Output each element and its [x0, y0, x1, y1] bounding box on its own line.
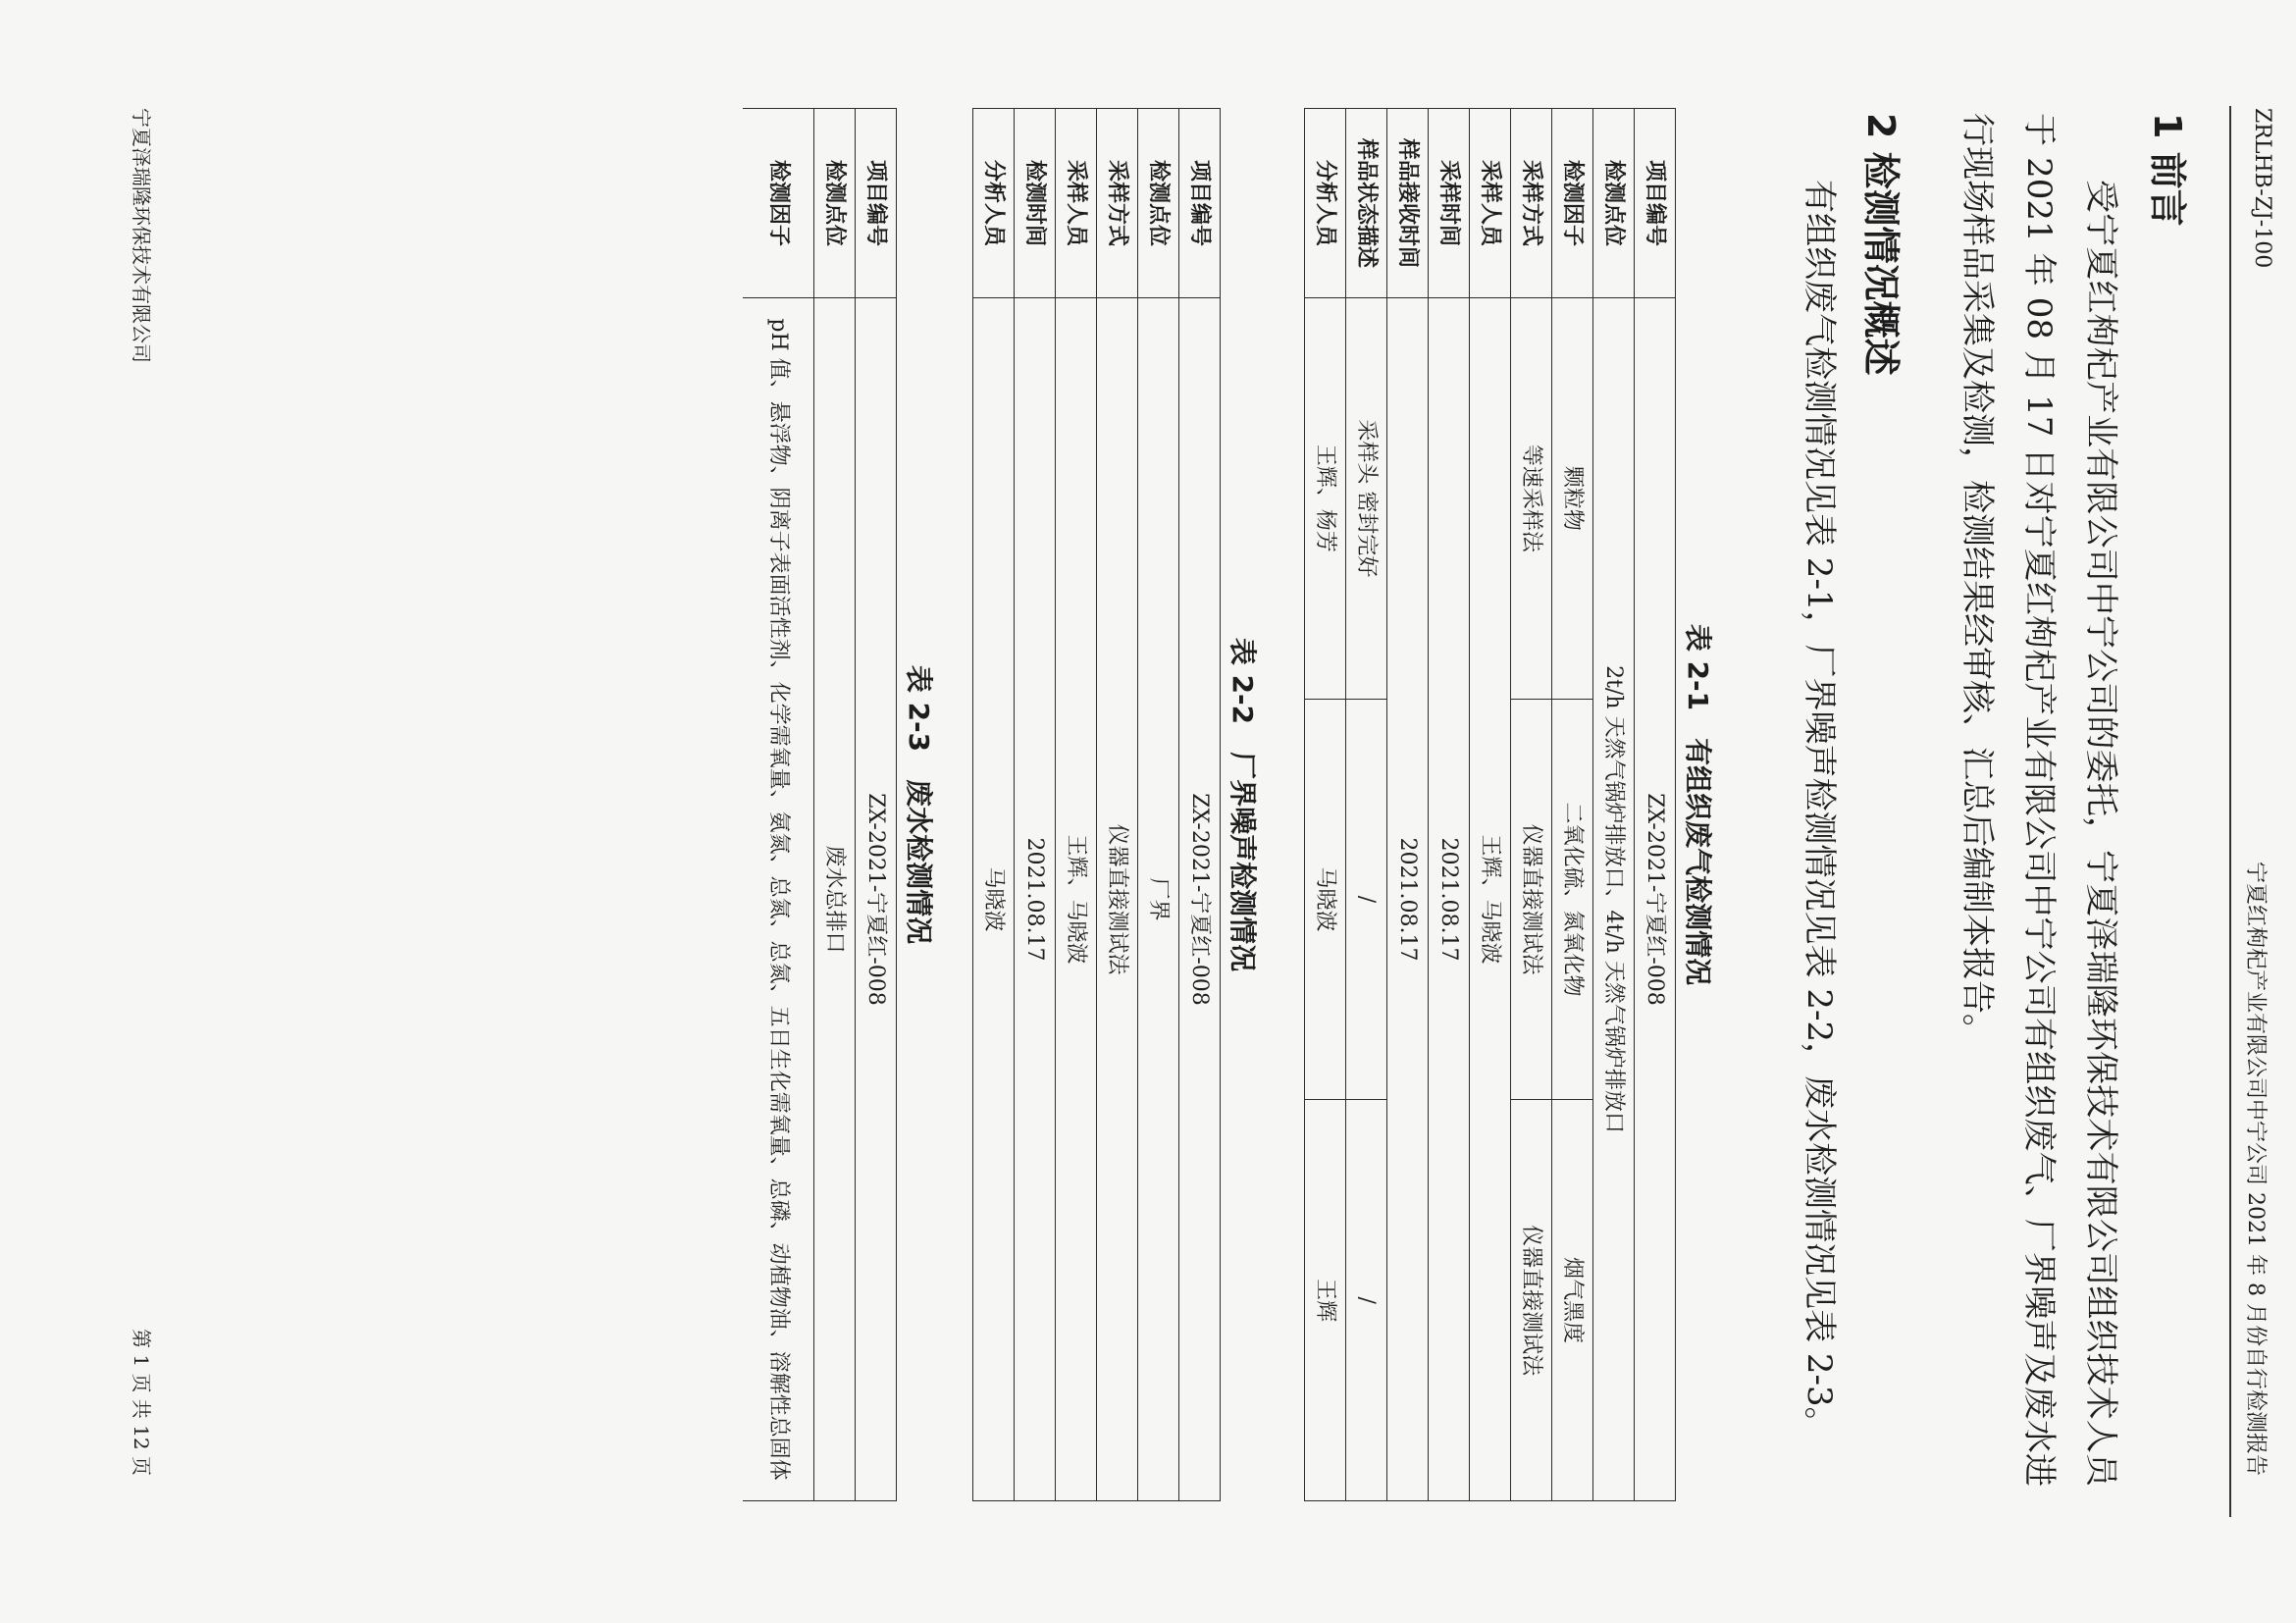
cell-analyst-1: 王辉、杨芳: [1305, 298, 1346, 700]
cell-factor-1: 颗粒物: [1552, 298, 1593, 700]
table-row: [1552, 109, 1593, 1501]
cell-project-no: ZX-2021-宁夏红-008: [1635, 298, 1676, 1501]
table-2-3-caption: 表 2-3 废水检测情况: [903, 664, 935, 945]
cell-point: 废水总排口: [814, 298, 856, 1501]
cell-state-1: 采样头 密封完好: [1346, 298, 1387, 700]
table-row: [1056, 109, 1097, 1501]
table-row: [1015, 109, 1056, 1501]
cell-analyst-3: 王辉: [1305, 1100, 1346, 1501]
label-sampling-method: 采样方式: [1097, 109, 1138, 298]
label-point: 检测点位: [814, 109, 856, 298]
cell-point: 厂界: [1138, 298, 1179, 1501]
table-2-3: [744, 108, 898, 1501]
footer-company: 宁夏泽瑞隆环保技术有限公司: [130, 108, 153, 363]
table-row: [1097, 109, 1138, 1501]
table-2-2: [972, 108, 1221, 1501]
cell-point: 2t/h 天然气锅炉排放口、4t/h 天然气锅炉排放口: [1593, 298, 1635, 1501]
table-2-1: [1304, 108, 1676, 1501]
cell-test-time: 2021.08.17: [1015, 298, 1056, 1501]
cell-receive-time: 2021.08.17: [1387, 298, 1429, 1501]
table-row: [1138, 109, 1179, 1501]
cell-factor-3: 烟气黑度: [1552, 1100, 1593, 1501]
section-1-paragraph: 受宁夏红枸杞产业有限公司中宁公司的委托，宁夏泽瑞隆环保技术有限公司组织技术人员于 2021 年 08 月 17 日对宁夏红枸杞产业有限公司中宁公司有组织废气、厂界噪声及废水进行现场样品采集及检测，检测结果经审核、汇总后编制本报告。: [1957, 113, 2120, 1487]
label-project-no: 项目编号: [1179, 109, 1221, 298]
footer-page-number: 第 1 页 共 12 页: [130, 1329, 153, 1476]
cell-sampling-method: 仪器直接测试法: [1097, 298, 1138, 1501]
cell-state-2: /: [1346, 699, 1387, 1100]
table-row: [856, 109, 897, 1501]
label-test-time: 检测时间: [1015, 109, 1056, 298]
table-row: [1305, 109, 1346, 1501]
table-row: [1511, 109, 1552, 1501]
document-code: ZRLHB-ZJ-100: [2250, 108, 2274, 269]
label-sampler: 采样人员: [1056, 109, 1097, 298]
table-row: [1635, 109, 1676, 1501]
cell-state-3: /: [1346, 1100, 1387, 1501]
cell-project-no: ZX-2021-宁夏红-008: [856, 298, 897, 1501]
table-row: [814, 109, 856, 1501]
cell-analyst: 马晓波: [973, 298, 1015, 1501]
label-project-no: 项目编号: [856, 109, 897, 298]
running-header: 宁夏红枸杞产业有限公司中宁公司 2021 年 8 月份自行检测报告: [2243, 862, 2268, 1476]
cell-method-1: 等速采样法: [1511, 298, 1552, 700]
cell-sampler: 王辉、马晓波: [1470, 298, 1511, 1501]
cell-method-2: 仪器直接测试法: [1511, 699, 1552, 1100]
section-heading-1: 1 前言: [2146, 113, 2189, 227]
label-sampler: 采样人员: [1470, 109, 1511, 298]
section-2-paragraph: 有组织废气检测情况见表 2-1，厂界噪声检测情况见表 2-2，废水检测情况见表 2-3。: [1800, 180, 1839, 1440]
label-sample-state: 样品状态描述: [1346, 109, 1387, 298]
section-heading-2: 2 检测情况概述: [1859, 113, 1903, 376]
label-analyst: 分析人员: [973, 109, 1015, 298]
cell-analyst-2: 马晓波: [1305, 699, 1346, 1100]
table-2-2-caption: 表 2-2 厂界噪声检测情况: [1226, 637, 1259, 972]
label-receive-time: 样品接收时间: [1387, 109, 1429, 298]
table-row: [744, 109, 814, 1501]
label-sampling-time: 采样时间: [1429, 109, 1470, 298]
table-row: [1429, 109, 1470, 1501]
cell-project-no: ZX-2021-宁夏红-008: [1179, 298, 1221, 1501]
cell-factor: pH 值、悬浮物、阴离子表面活性剂、化学需氧量、氨氮、总氮、总氮、五日生化需氧量、总磷、动植物油、溶解性总固体: [744, 298, 814, 1501]
header-rule: [2229, 106, 2231, 1517]
cell-method-3: 仪器直接测试法: [1511, 1100, 1552, 1501]
table-row: [1593, 109, 1635, 1501]
label-sampling-method: 采样方式: [1511, 109, 1552, 298]
label-point: 检测点位: [1138, 109, 1179, 298]
label-project-no: 项目编号: [1635, 109, 1676, 298]
label-point: 检测点位: [1593, 109, 1635, 298]
table-row: [1346, 109, 1387, 1501]
label-factor: 检测因子: [1552, 109, 1593, 298]
label-analyst: 分析人员: [1305, 109, 1346, 298]
cell-sampler: 王辉、马晓波: [1056, 298, 1097, 1501]
label-factor: 检测因子: [744, 109, 814, 298]
table-row: [1179, 109, 1221, 1501]
table-row: [1470, 109, 1511, 1501]
table-row: [1387, 109, 1429, 1501]
table-2-1-caption: 表 2-1 有组织废气检测情况: [1682, 623, 1714, 986]
cell-factor-2: 二氧化硫、氮氧化物: [1552, 699, 1593, 1100]
table-row: [973, 109, 1015, 1501]
cell-sampling-time: 2021.08.17: [1429, 298, 1470, 1501]
